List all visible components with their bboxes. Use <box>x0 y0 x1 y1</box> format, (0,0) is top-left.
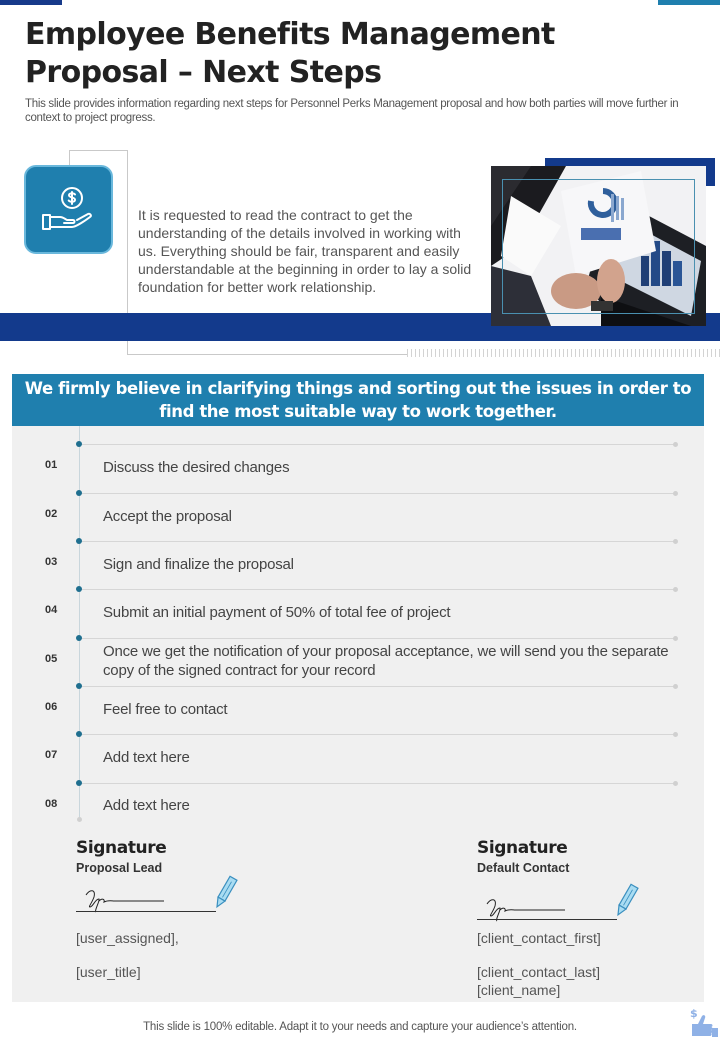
step-number: 02 <box>45 508 58 520</box>
frame-line <box>69 150 70 166</box>
timeline-dot <box>76 780 82 786</box>
handwritten-signature-left <box>76 883 176 913</box>
divider-end-dot <box>673 491 678 496</box>
signature-title-right: Signature <box>477 838 568 858</box>
timeline-dot <box>76 683 82 689</box>
step-text: Discuss the desired changes <box>103 459 290 476</box>
step-number: 03 <box>45 556 58 568</box>
signature-line-right <box>477 919 617 920</box>
svg-text:$: $ <box>690 1007 698 1020</box>
timeline-end-dot <box>77 817 82 822</box>
thumbs-up-dollar-icon <box>688 1006 718 1038</box>
pen-icon <box>613 882 639 920</box>
client-contact-last-field: [client_contact_last] <box>477 964 600 980</box>
banner: We firmly believe in clarifying things and sorting out the issues in order to find the most suitable way to work together. <box>12 374 704 426</box>
divider-end-dot <box>673 539 678 544</box>
frame-line <box>127 354 407 355</box>
hand-dollar-icon <box>40 185 98 235</box>
tick-divider <box>407 349 720 357</box>
divider-end-dot <box>673 684 678 689</box>
client-name-field: [client_name] <box>477 982 561 998</box>
handwritten-signature-right <box>477 892 577 922</box>
step-text: Once we get the notification of your proposal acceptance, we will send you the separate copy of the signed contract for your record <box>103 643 669 679</box>
timeline-dot <box>76 490 82 496</box>
divider-end-dot <box>673 442 678 447</box>
step-text: Feel free to contact <box>103 701 228 718</box>
signature-line-left <box>76 911 216 912</box>
top-accent-bar-left <box>0 0 62 5</box>
step-number: 05 <box>45 653 58 665</box>
divider-end-dot <box>673 636 678 641</box>
step-number: 01 <box>45 459 58 471</box>
page-subtitle: This slide provides information regarding next steps for Personnel Perks Management proposal and how both parties will move further in context to project progress. <box>25 98 679 124</box>
divider-end-dot <box>673 781 678 786</box>
step-number: 08 <box>45 798 58 810</box>
step-divider <box>79 589 676 590</box>
divider-end-dot <box>673 732 678 737</box>
timeline-dot <box>76 538 82 544</box>
step-text: Sign and finalize the proposal <box>103 556 294 573</box>
frame-line <box>69 150 128 151</box>
step-text: Submit an initial payment of 50% of total fee of project <box>103 604 451 621</box>
timeline-line <box>79 426 80 820</box>
step-text: Add text here <box>103 749 190 766</box>
pen-icon <box>212 874 238 912</box>
timeline-dot <box>76 635 82 641</box>
intro-text: It is requested to read the contract to get the understanding of the details involved in working with us. Everything should be fair, transparent and easily understandable at the beginning in order to lay a solid foundation for better work relationship. <box>138 207 472 295</box>
timeline-dot <box>76 731 82 737</box>
photo-frame <box>502 179 695 314</box>
signature-role-right: Default Contact <box>477 861 570 875</box>
signature-role-left: Proposal Lead <box>76 861 163 875</box>
step-number: 07 <box>45 749 58 761</box>
step-text: Accept the proposal <box>103 508 232 525</box>
footer-note: This slide is 100% editable. Adapt it to your needs and capture your audience’s attention. <box>143 1021 577 1033</box>
user-assigned-field: [user_assigned], <box>76 930 179 946</box>
icon-box <box>24 165 113 254</box>
step-divider <box>79 444 676 445</box>
timeline-dot <box>76 441 82 447</box>
step-text: Add text here <box>103 797 190 814</box>
step-divider <box>79 686 676 687</box>
step-divider <box>79 638 676 639</box>
step-divider <box>79 541 676 542</box>
client-contact-first-field: [client_contact_first] <box>477 930 601 946</box>
step-number: 04 <box>45 604 58 616</box>
signature-title-left: Signature <box>76 838 167 858</box>
timeline-dot <box>76 586 82 592</box>
step-number: 06 <box>45 701 58 713</box>
top-accent-bar-right <box>658 0 720 5</box>
step-divider <box>79 783 676 784</box>
step-divider <box>79 493 676 494</box>
page-title: Employee Benefits Management Proposal – Next Steps <box>25 17 555 90</box>
user-title-field: [user_title] <box>76 964 141 980</box>
step-divider <box>79 734 676 735</box>
divider-end-dot <box>673 587 678 592</box>
